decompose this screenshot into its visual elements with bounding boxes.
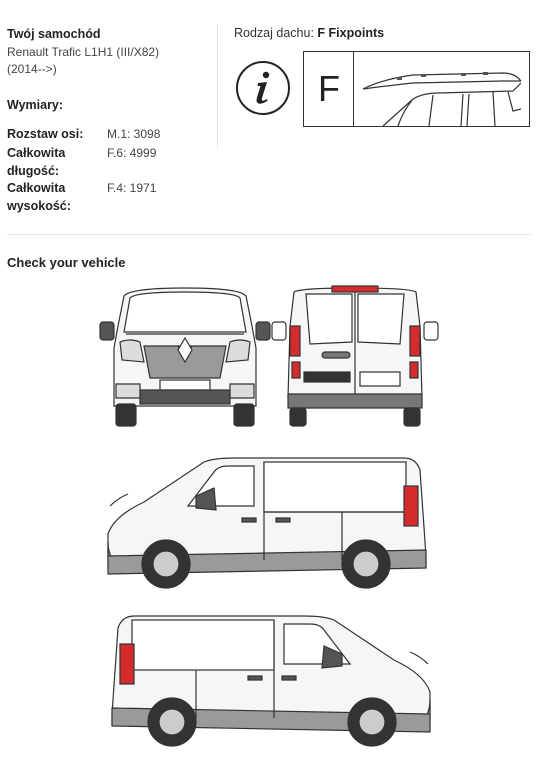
column-divider: [217, 24, 218, 148]
roof-code-box: [303, 51, 354, 127]
dimension-label-length: Całkowita długość:: [7, 146, 66, 178]
dimension-label-height: Całkowita wysokość:: [7, 181, 71, 213]
roof-type-value: F Fixpoints: [317, 26, 385, 40]
car-model: [7, 44, 207, 78]
dimension-value-height: F.4: 1971: [107, 181, 157, 195]
dimension-value-wheelbase: M.1: 3098: [107, 127, 161, 141]
van-side-view-left: [110, 614, 434, 748]
dimension-value-length: F.6: 4999: [107, 146, 157, 160]
van-front-view: [100, 286, 270, 428]
car-model-years: (2014-->): [7, 62, 57, 76]
car-model-line: Renault Trafic L1H1 (III/X82): [7, 45, 160, 59]
check-vehicle-heading: Check your vehicle: [7, 255, 126, 270]
roof-type: [234, 26, 384, 40]
car-heading: Twój samochód: [7, 27, 101, 41]
dimensions-heading: Wymiary:: [7, 98, 64, 112]
dimension-label-wheelbase: Rozstaw osi:: [7, 127, 84, 141]
roof-fixpoints-diagram: [353, 51, 530, 127]
van-rear-view: [270, 286, 440, 428]
van-side-view-right: [104, 456, 428, 590]
info-icon: [234, 58, 294, 118]
roof-code-letter: F: [318, 68, 340, 109]
section-divider: [7, 234, 531, 235]
roof-type-label: Rodzaj dachu:: [234, 26, 314, 40]
